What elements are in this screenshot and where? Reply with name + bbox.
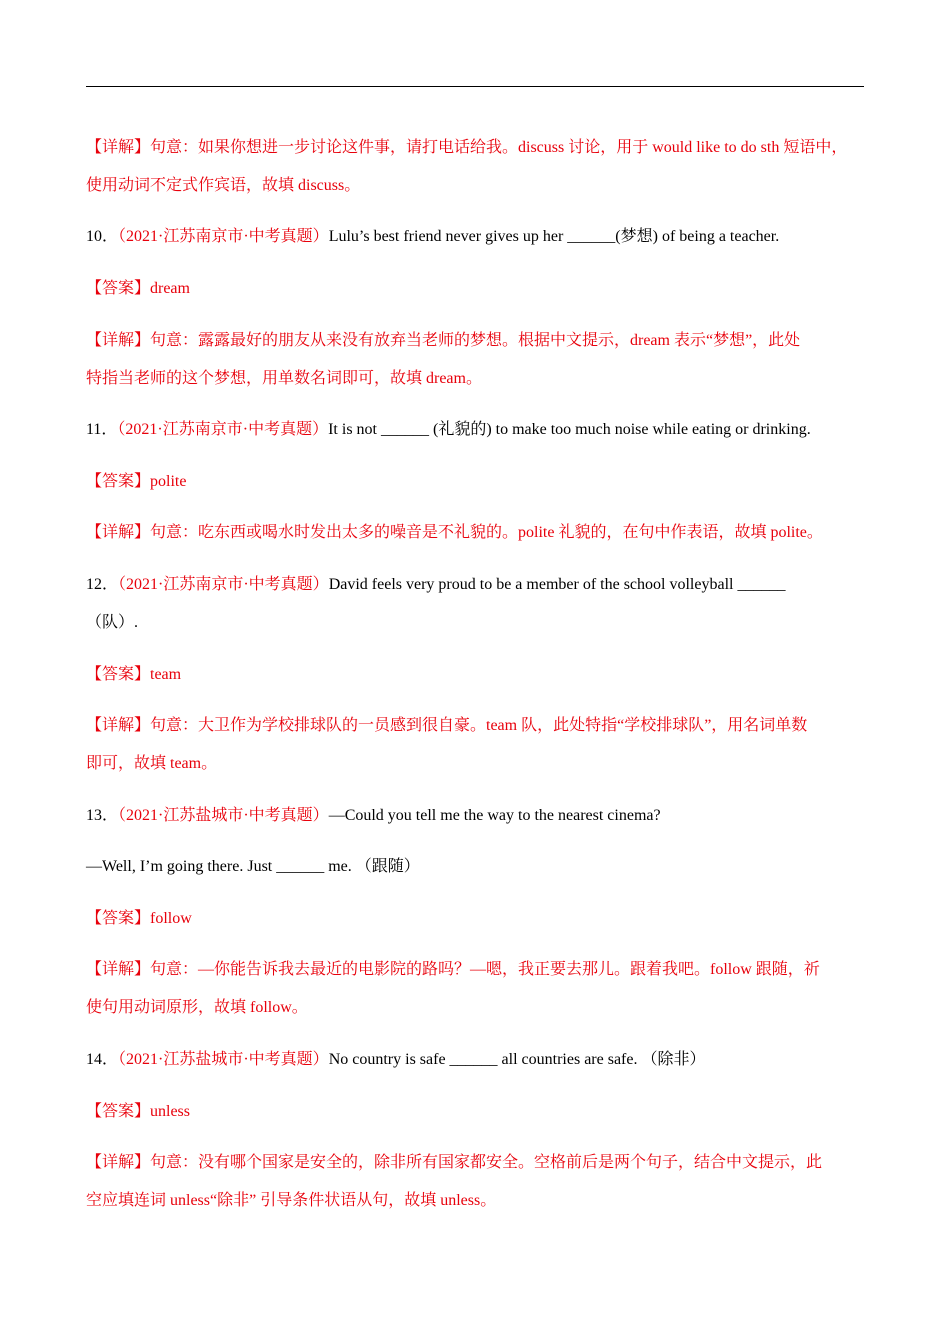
detail-text: 【详解】句意：大卫作为学校排球队的一员感到很自豪。team 队，此处特指“学校排球队”，用名词单数 bbox=[86, 717, 808, 734]
question-text: Lulu’s best friend never gives up her ______(梦想) of being a teacher. bbox=[328, 228, 780, 245]
question-number: 10． bbox=[86, 228, 119, 245]
detail-text: 特指当老师的这个梦想，用单数名词即可，故填 dream。 bbox=[86, 370, 482, 387]
question-source: （2021·江苏南京市·中考真题） bbox=[117, 421, 329, 438]
answer-10: 【答案】dream bbox=[86, 280, 190, 297]
question-text: （队）. bbox=[86, 614, 139, 631]
answer-14: 【答案】unless bbox=[86, 1103, 191, 1120]
question-text: No country is safe ______ all countries are safe. （除非） bbox=[328, 1051, 706, 1068]
question-13 bbox=[86, 805, 876, 827]
question-12 bbox=[86, 574, 876, 596]
detail-text: 使句用动词原形，故填 follow。 bbox=[86, 999, 308, 1016]
question-number: 14． bbox=[86, 1051, 119, 1068]
question-10 bbox=[86, 226, 876, 248]
detail-text: 【详解】句意：没有哪个国家是安全的，除非所有国家都安全。空格前后是两个句子，结合中文提示，此 bbox=[86, 1154, 823, 1171]
question-number: 13． bbox=[86, 807, 119, 824]
question-text: David feels very proud to be a member of the school volleyball ______ bbox=[328, 576, 786, 593]
question-text: —Well, I’m going there. Just ______ me. （跟随） bbox=[86, 858, 420, 875]
question-source: （2021·江苏南京市·中考真题） bbox=[118, 228, 329, 245]
question-14 bbox=[86, 1049, 876, 1071]
answer-11: 【答案】polite bbox=[86, 473, 187, 490]
question-number: 11． bbox=[86, 421, 118, 438]
detail-text: 空应填连词 unless“除非” 引导条件状语从句，故填 unless。 bbox=[86, 1192, 497, 1209]
question-text: —Could you tell me the way to the nearest cinema? bbox=[328, 807, 661, 824]
question-11 bbox=[86, 419, 876, 441]
question-source: （2021·江苏南京市·中考真题） bbox=[118, 576, 329, 593]
detail-text: 【详解】句意：吃东西或喝水时发出太多的噪音是不礼貌的。polite 礼貌的，在句中作表语，故填 polite。 bbox=[86, 524, 823, 541]
detail-text: 【详解】句意：—你能告诉我去最近的电影院的路吗？—嗯，我正要去那儿。跟着我吧。follow 跟随，祈 bbox=[86, 961, 820, 978]
detail-text: 即可，故填 team。 bbox=[86, 755, 218, 772]
detail-text: 【详解】句意：如果你想进一步讨论这件事，请打电话给我。discuss 讨论，用于 would like to do sth 短语中， bbox=[86, 139, 848, 156]
answer-12: 【答案】team bbox=[86, 666, 182, 683]
detail-text: 使用动词不定式作宾语，故填 discuss。 bbox=[86, 177, 361, 194]
question-source: （2021·江苏盐城市·中考真题） bbox=[118, 1051, 329, 1068]
answer-13: 【答案】follow bbox=[86, 910, 192, 927]
question-source: （2021·江苏盐城市·中考真题） bbox=[118, 807, 329, 824]
header-rule bbox=[86, 86, 864, 87]
question-number: 12． bbox=[86, 576, 119, 593]
detail-text: 【详解】句意：露露最好的朋友从来没有放弃当老师的梦想。根据中文提示，dream 表示“梦想”，此处 bbox=[86, 332, 801, 349]
question-text: It is not ______ (礼貌的) to make too much noise while eating or drinking. bbox=[328, 421, 811, 438]
